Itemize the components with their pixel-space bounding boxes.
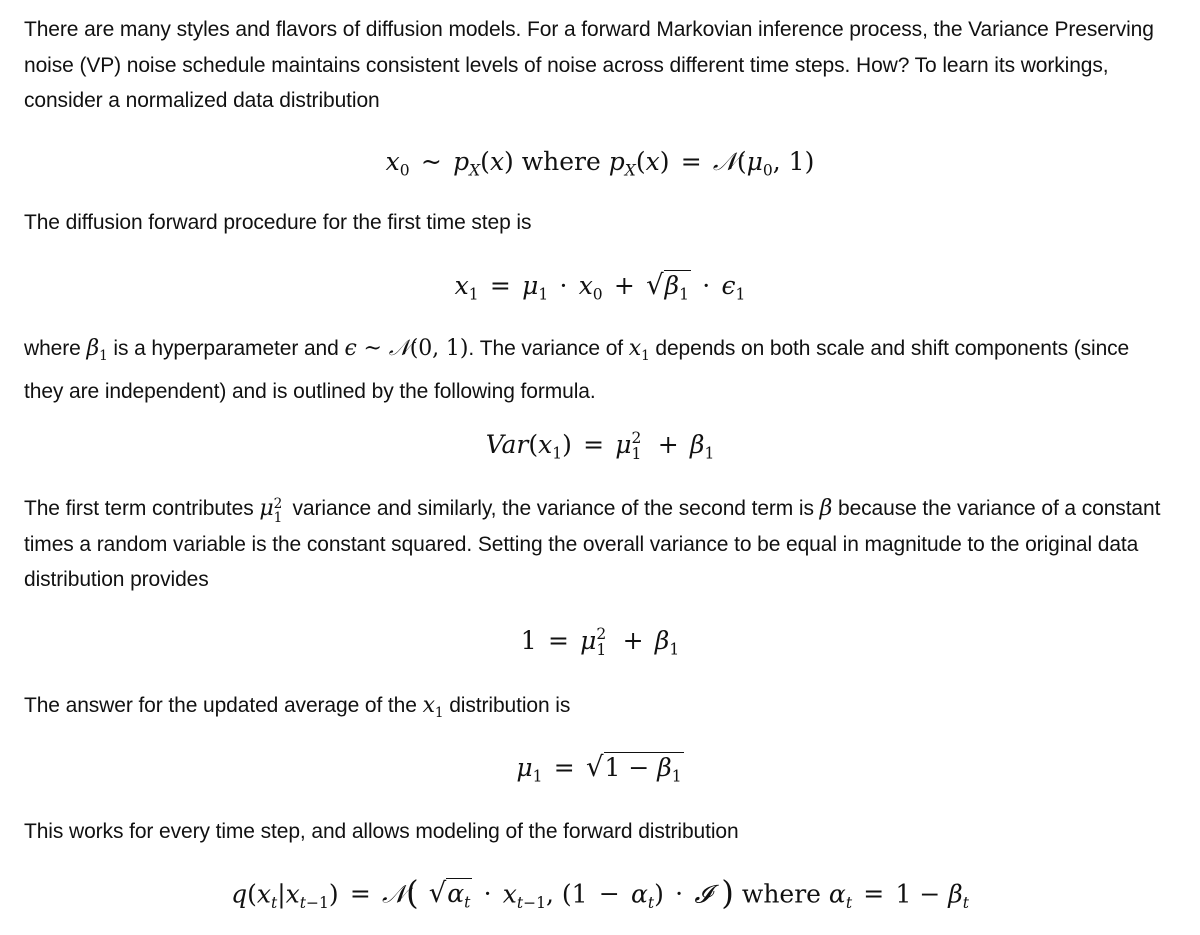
equation-variance: $Var(x_1) = \mu$ 2 1 + $\beta_1$	[485, 429, 715, 463]
hyperparameter-paragraph: where $\beta_1$ is a hyperparameter and ϵ ~ 𝒩(0, 1). The variance of $x_1$ depends on both scale and shift components (since they are independent) and is outlined by the following formula.	[24, 336, 1130, 404]
equation-forward-step: $x_1 = \mu_1 \cdot x_0 + √\beta_1 \cdot \epsilon_1$	[454, 269, 746, 304]
answer-paragraph: The answer for the updated average of the $x_1$ distribution is	[24, 693, 571, 721]
equation-unit-variance: 1 = μ 2 1 + $\beta_1$	[520, 625, 680, 659]
every-step-paragraph: This works for every time step, and allows modeling of the forward distribution	[24, 820, 739, 843]
equation-forward-distribution: $q(x_t|x_{t-1})$ = 𝒩( $√\alpha_t \cdot x_{t-1}$, $(1 - \alpha_t)$ · 𝓘 ) where $\alpha_t = 1 - \beta_t$	[231, 874, 969, 912]
first-term-paragraph: The first term contributes μ 2 1 variance and similarly, the variance of the second term is β because the variance of a constant times a random variable is the constant squared. Setting the overall variance to be equal in magnitude to the original data distribution provides	[24, 495, 1161, 591]
equation-mean: $\mu_1 = √1 - \beta_1$	[516, 751, 682, 786]
intro-paragraph: There are many styles and flavors of diffusion models. For a forward Markovian inference process, the Variance Preserving noise (VP) noise schedule maintains consistent levels of noise across different time steps. How? To learn its workings, consider a normalized data distribution	[24, 18, 1154, 112]
equation-data-distribution: $x_0$ ~ $p_X(x)$ where $p_X(x)$ = $𝒩(\mu_0$, 1)	[385, 147, 815, 180]
forward-procedure-text: The diffusion forward procedure for the first time step is	[24, 211, 532, 234]
